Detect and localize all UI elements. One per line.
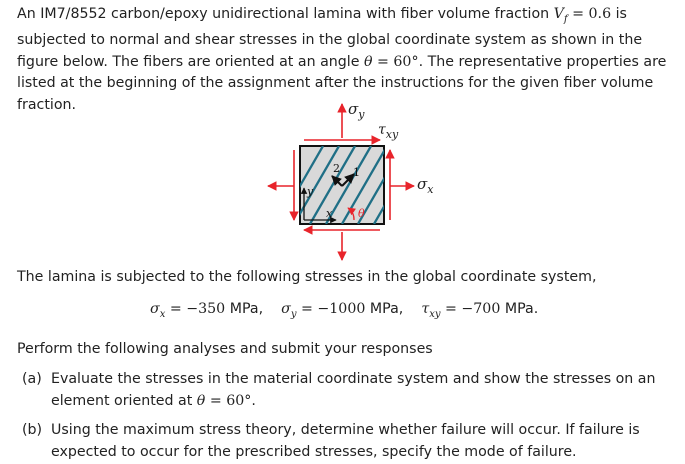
axis-x-label: x [326, 207, 333, 220]
sigma-y-label: $\sigma_y$ [348, 100, 365, 121]
task-b-text: Using the maximum stress theory, determine whether failure will occur. If failure is expected to occur for the prescribed stresses, specify the mode of failure. [51, 422, 640, 460]
task-b-label: (b) [22, 422, 43, 438]
axis-1-label: 1 [353, 166, 360, 179]
theta-symbol: θ [363, 53, 373, 70]
tau-xy-label: $\tau_{xy}$ [378, 122, 399, 141]
problem-statement: An IM7/8552 carbon/epoxy unidirectional lamina with fiber volume fraction $V_f = 0.6$ is subjected to normal and shear stresses in the global coordinate system as shown in the figure below. The fibers are oriented at an angle θ = 60°. The representative properties are listed at the beginning of the assignment after the instructions for the given fiber volume fraction. [17, 6, 667, 113]
sigma-x-label: $\sigma_x$ [417, 175, 434, 196]
task-a [22, 369, 682, 412]
vf-symbol: V [553, 6, 564, 22]
axis-y-label: y [307, 185, 314, 198]
lamina-figure [260, 96, 460, 262]
lamina-diagram [260, 96, 460, 262]
stresses-intro: The lamina is subjected to the following stresses in the global coordinate system, [17, 269, 597, 285]
axis-2-label: 2 [333, 162, 340, 175]
tasks-intro: Perform the following analyses and submit your responses [17, 341, 433, 357]
theta-label: θ [358, 207, 365, 220]
stress-equation: $\sigma_x = -350$ MPa, $\sigma_y = -1000$ MPa, $\tau_{xy} = -700$ MPa. [150, 301, 539, 320]
vf-subscript: f [563, 13, 568, 25]
task-a-label: (a) [22, 371, 42, 387]
task-a-text: Evaluate the stresses in the material coordinate system and show the stresses on an element oriented at θ = 60°. [51, 371, 656, 409]
task-b [22, 420, 682, 463]
